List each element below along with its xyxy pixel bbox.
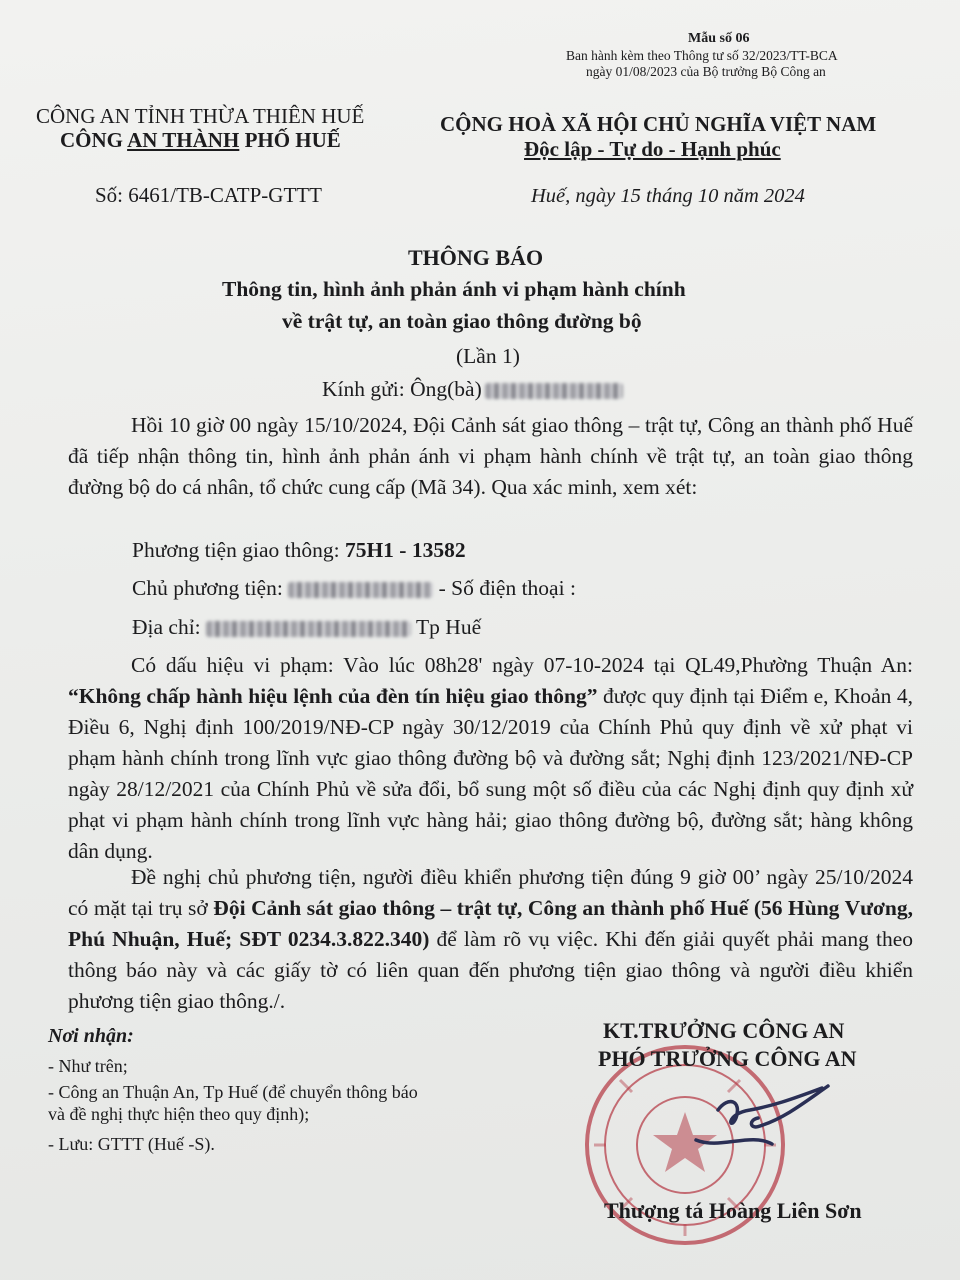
recipient-item: và đề nghị thực hiện theo quy định); [48, 1104, 310, 1124]
vehicle-line: Phương tiện giao thông: 75H1 - 13582 [132, 538, 466, 562]
nation-title: CỘNG HOÀ XÃ HỘI CHỦ NGHĨA VIỆT NAM [440, 112, 877, 136]
redacted-owner-name [288, 582, 433, 598]
nation-motto: Độc lập - Tự do - Hạnh phúc [524, 137, 781, 161]
recipients-heading: Nơi nhận: [48, 1025, 134, 1047]
signer-name: Thượng tá Hoàng Liên Sơn [604, 1198, 862, 1223]
recipient-item: - Như trên; [48, 1056, 128, 1076]
recipient-line: Kính gửi: Ông(bà) [322, 377, 623, 402]
notice-round: (Lần 1) [456, 344, 520, 368]
recipient-item: - Lưu: GTTT (Huế -S). [48, 1134, 215, 1154]
form-issued-with: Ban hành kèm theo Thông tư số 32/2023/TT-BCA [566, 48, 838, 63]
doc-subtitle-line1: Thông tin, hình ảnh phản ánh vi phạm hành chính [222, 277, 686, 301]
address-line: Địa chỉ: Tp Huế [132, 615, 482, 639]
agency-name: CÔNG AN THÀNH PHỐ HUẾ [60, 128, 341, 152]
doc-title: THÔNG BÁO [408, 245, 544, 270]
signer-authority: KT.TRƯỞNG CÔNG AN [603, 1018, 845, 1043]
owner-line: Chủ phương tiện: - Số điện thoại : [132, 576, 576, 600]
intro-paragraph: Hồi 10 giờ 00 ngày 15/10/2024, Đội Cảnh sát giao thông – trật tự, Công an thành phố Huế đã tiếp nhận thông tin, hình ảnh phản ánh vi phạm hành chính về trật tự, an toàn giao thông đường bộ do cá nhân, tổ chức cung cấp (Mã 34). Qua xác minh, xem xét: [68, 413, 913, 499]
document-number: Số: 6461/TB-CATP-GTTT [95, 183, 322, 207]
form-number: Mẫu số 06 [688, 31, 750, 46]
violation-paragraph: Có dấu hiệu vi phạm: Vào lúc 08h28' ngày 07-10-2024 tại QL49,Phường Thuận An: “Không chấp hành hiệu lệnh của đèn tín hiệu giao thông” được quy định tại Điểm e, Khoản 4, Điều 6, Nghị định 100/2019/NĐ-CP ngày 30/12/2019 của Chính Phủ quy định về xử phạt vi phạm hành chính trong lĩnh vực giao thông đường bộ và đường sắt; Nghị định 123/2021/NĐ-CP ngày 28/12/2021 của Chính Phủ về sửa đổi, bổ sung một số điều của các Nghị định quy định xử phạt vi phạm hành chính trong lĩnh vực hàng hải; giao thông đường bộ, đường sắt; hàng không dân dụng. [68, 653, 913, 863]
place-date: Huế, ngày 15 tháng 10 năm 2024 [531, 185, 805, 207]
form-issued-date: ngày 01/08/2023 của Bộ trưởng Bộ Công an [586, 64, 826, 79]
doc-subtitle-line2: về trật tự, an toàn giao thông đường bộ [282, 309, 642, 333]
agency-parent: CÔNG AN TỈNH THỪA THIÊN HUẾ [36, 104, 365, 128]
redacted-address [206, 621, 411, 637]
redacted-recipient-name [485, 383, 623, 399]
handwritten-signature [600, 1070, 860, 1180]
recipient-item: - Công an Thuận An, Tp Huế (để chuyển thông báo [48, 1082, 418, 1102]
signer-position: PHÓ TRƯỞNG CÔNG AN [598, 1046, 857, 1071]
request-paragraph: Đề nghị chủ phương tiện, người điều khiển phương tiện đúng 9 giờ 00’ ngày 25/10/2024 có mặt tại trụ sở Đội Cảnh sát giao thông – trật tự, Công an thành phố Huế (56 Hùng Vương, Phú Nhuận, Huế; SĐT 0234.3.822.340) để làm rõ vụ việc. Khi đến giải quyết phải mang theo thông báo này và các giấy tờ có liên quan đến phương tiện giao thông và người điều khiển phương tiện giao thông./. [68, 865, 913, 1013]
